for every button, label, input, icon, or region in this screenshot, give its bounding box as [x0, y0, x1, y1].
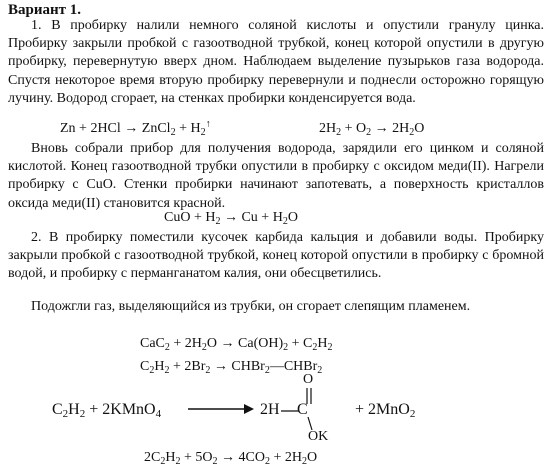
equation-c2h2-br2: $C_2H_2 + 2Br_2$ → CHBr$_2$—CHBr$_2$	[140, 359, 323, 376]
equation-kmno4-o: O	[303, 372, 314, 387]
paragraph-1: 1. В пробирку налили немного соляной кислоты и опустили гранулу цинка. Пробирку закрыли пробкой с газоотводной трубкой, конец которой опустили в другую пробирку, перевернутую вверх дном. Наблюдаем выделение пузырьков газа водорода. Спустя некоторое время вторую пробирку перевернули и поднесли осторожно горящую лучину. Водород сгорает, на стенках пробирки конденсируется вода.	[8, 18, 544, 106]
equation-zn-hcl: Zn + 2HCl → ZnCl$_2$ + $H_2^↑$	[60, 118, 211, 138]
equation-kmno4-c: C	[297, 401, 308, 418]
paragraph-2: Вновь собрали прибор для получения водорода, зарядили его цинком и соляной кислотой. Конец газоотводной трубки опустили в пробирку с оксидом меди(II). Нагрели пробирку с CuO. Стенки пробирки начинают запотевать, а поверхность кристаллов оксида меди(II) становится красной.	[8, 141, 544, 211]
variant-title: Вариант 1.	[8, 2, 82, 18]
equation-cuo-h2: CuO + $H_2 \to Cu + H_2O$	[164, 210, 298, 227]
equation-kmno4-h: 2H	[260, 401, 280, 418]
equation-kmno4-left: $C_2H_2$ + 2KMnO$_4$	[52, 401, 162, 420]
paragraph-3: 2. В пробирку поместили кусочек карбида кальция и добавили воды. Пробирку закрыли пробкой с газоотводной трубкой, конец которой опустили в пробирку с бромной водой, и пробирку с перманганатом калия, они обесцветились.	[8, 230, 544, 282]
equation-kmno4-right: + 2MnO$_2$	[355, 401, 416, 420]
equation-h2-o2: $2H_2 + O_2 \to 2H_2O$	[319, 121, 425, 138]
paragraph-4: Подожгли газ, выделяющийся из трубки, он сгорает слепящим пламенем.	[31, 299, 471, 314]
equation-cac2-h2o: $CaC_2 + 2H_2O \to Ca(OH)_2 + C_2H_2$	[140, 336, 333, 353]
equation-c2h2-o2: $2C_2H_2 + 5O_2 \to 4CO_2 + 2H_2O$	[144, 450, 318, 467]
long-arrow-icon	[186, 399, 256, 419]
equation-kmno4-ok: OK	[308, 429, 329, 444]
